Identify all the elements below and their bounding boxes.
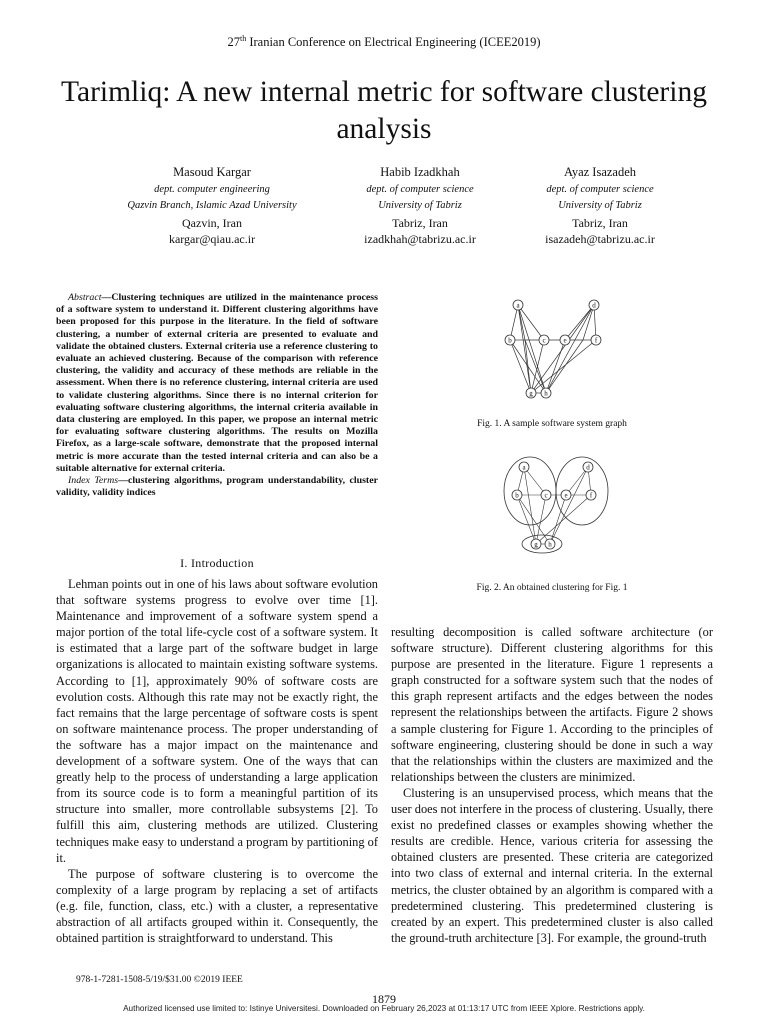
node-label: b: [508, 336, 512, 345]
author-city: Tabriz, Iran: [392, 215, 448, 230]
figure-2-clustering: [500, 455, 614, 555]
left-column-text: [56, 576, 378, 946]
node-label: c: [542, 336, 546, 345]
author-name: Masoud Kargar: [173, 165, 251, 179]
node-label: h: [544, 389, 548, 398]
node-label: c: [544, 491, 548, 500]
page-number: 1879: [372, 992, 396, 1006]
author-dept: dept. of computer science: [546, 184, 654, 196]
node-label: d: [592, 301, 596, 310]
conference-header: 27th Iranian Conference on Electrical Engineering (ICEE2019): [227, 34, 541, 50]
node-label: a: [516, 301, 520, 310]
paragraph: Lehman points out in one of his laws about software evolution that software systems progress to evolve over time [1]. Maintenance and improvement of a software system spend a major portion of the total life-cycle cost of a software system. It is estimated that a large part of the software budget in large organizations is allocated to maintain existing software systems. According to [1], approximately 90% of software costs are evolution costs. Although this rate may not be exactly right, the fact remains that the large percentage of software costs is spent on software maintenance process. The proper understanding of the software has a major impact on the maintenance and development of a software system. One of the ways that can greatly help to the process of understanding a large application from its source code is to form a meaningful partition of its structure into smaller, more controllable subsystems [2]. To fulfill this aim, clustering methods are utilized. Clustering techniques make easy to understand a program by partitioning of it.: [56, 577, 378, 865]
author-city: Qazvin, Iran: [182, 215, 242, 230]
paragraph: The purpose of software clustering is to overcome the complexity of a large program by replacing a set of artifacts (e.g. file, function, class, etc.) with a cluster, a representative abstraction of all artifacts grouped within it. Consequently, the obtained partition is straightforward to understand. This: [56, 866, 378, 946]
abstract-text: —Clustering techniques are utilized in the maintenance process of a software system to understand it. Different clustering algorithms have been proposed for this purpose in the literature. In the field of software clustering, a number of external criteria are presented to evaluate and validate the obtained clusters. External criteria use a reference clustering to evaluate an achieved clustering. Because of the comparison with reference clustering, the validity and accuracy of these methods are reliable in the assessment. When there is no reference clustering, internal criteria are used to validate clustering algorithms. Since there is no internal criterion for evaluating software clustering algorithms, the internal criteria available in data clustering are employed. In this paper, we propose an internal metric for evaluating software clustering algorithms. The results on Mozilla Firefox, as a large-scale software, demonstrate that the proposed internal metric is more accurate than the tested internal criteria and can also be a suitable alternative for external criteria.: [56, 292, 378, 474]
node-label: a: [522, 463, 526, 472]
section-heading: I. Introduction: [180, 556, 254, 570]
figure-1-graph: [495, 295, 611, 407]
node-label: e: [564, 491, 568, 500]
node-label: d: [586, 463, 590, 472]
author-1: [102, 164, 322, 247]
author-3: [490, 164, 710, 247]
index-terms-text: —clustering algorithms, program understandability, cluster validity, validity indices: [56, 475, 378, 499]
node-label: e: [563, 336, 567, 345]
license-notice: Authorized licensed use limited to: Istinye Universitesi. Downloaded on February 26,2023 at 01:13:17 UTC from IEEE Xplore. Restrictions apply.: [123, 1004, 645, 1013]
index-terms-label: Index Terms: [68, 475, 119, 487]
paper-title: Tarimliq: A new internal metric for software clustering analysis: [61, 76, 707, 145]
author-email: kargar@qiau.ac.ir: [168, 231, 256, 246]
figure-2-caption: Fig. 2. An obtained clustering for Fig. 1: [476, 583, 628, 593]
author-dept: dept. of computer science: [366, 184, 474, 196]
author-affiliation: University of Tabriz: [558, 200, 642, 212]
author-name: Habib Izadkhah: [380, 165, 460, 179]
author-email: izadkhah@tabrizu.ac.ir: [364, 231, 476, 246]
right-column-text: [391, 624, 713, 946]
node-label: g: [534, 540, 538, 549]
node-label: h: [548, 540, 552, 549]
author-dept: dept. computer engineering: [154, 184, 270, 196]
paragraph: Clustering is an unsupervised process, which means that the user does not interfere in the process of clustering. Usually, there exist no predefined classes or examples showing whether the results are credible. Hence, various criteria for assessing the obtained clusters are presented. These criteria are categorized into two class of external and internal criteria. In the external metrics, the cluster obtained by an algorithm is compared with a predetermined clustering. This predetermined clustering is created by an expert. This predetermined cluster is also called the ground-truth architecture [3]. For example, the ground-truth: [391, 785, 713, 945]
author-name: Ayaz Isazadeh: [563, 165, 637, 179]
node-label: g: [529, 389, 533, 398]
node-label: f: [594, 336, 598, 345]
paragraph: resulting decomposition is called software architecture (or software structure). Different clustering algorithms for this purpose are presented in the literature. Figure 1 represents a graph constructed for a software system such that the nodes of this graph represent artifacts and the edges between the nodes represent the relationships between the artifacts. Figure 2 shows a sample clustering for Figure 1. According to the principles of software engineering, clustering should be done in such a way that the relationships within the clusters are maximized and the relationships between the clusters are minimized.: [391, 625, 713, 784]
figure-1-caption: Fig. 1. A sample software system graph: [477, 419, 627, 429]
isbn-copyright: 978-1-7281-1508-5/19/$31.00 ©2019 IEEE: [76, 975, 243, 985]
abstract: [56, 292, 378, 499]
author-email: isazadeh@tabrizu.ac.ir: [545, 231, 655, 246]
author-affiliation: Qazvin Branch, Islamic Azad University: [127, 200, 297, 212]
abstract-label: Abstract: [68, 292, 102, 303]
node-label: f: [589, 491, 593, 500]
node-label: b: [515, 491, 519, 500]
author-city: Tabriz, Iran: [572, 215, 628, 230]
author-affiliation: University of Tabriz: [378, 200, 462, 212]
